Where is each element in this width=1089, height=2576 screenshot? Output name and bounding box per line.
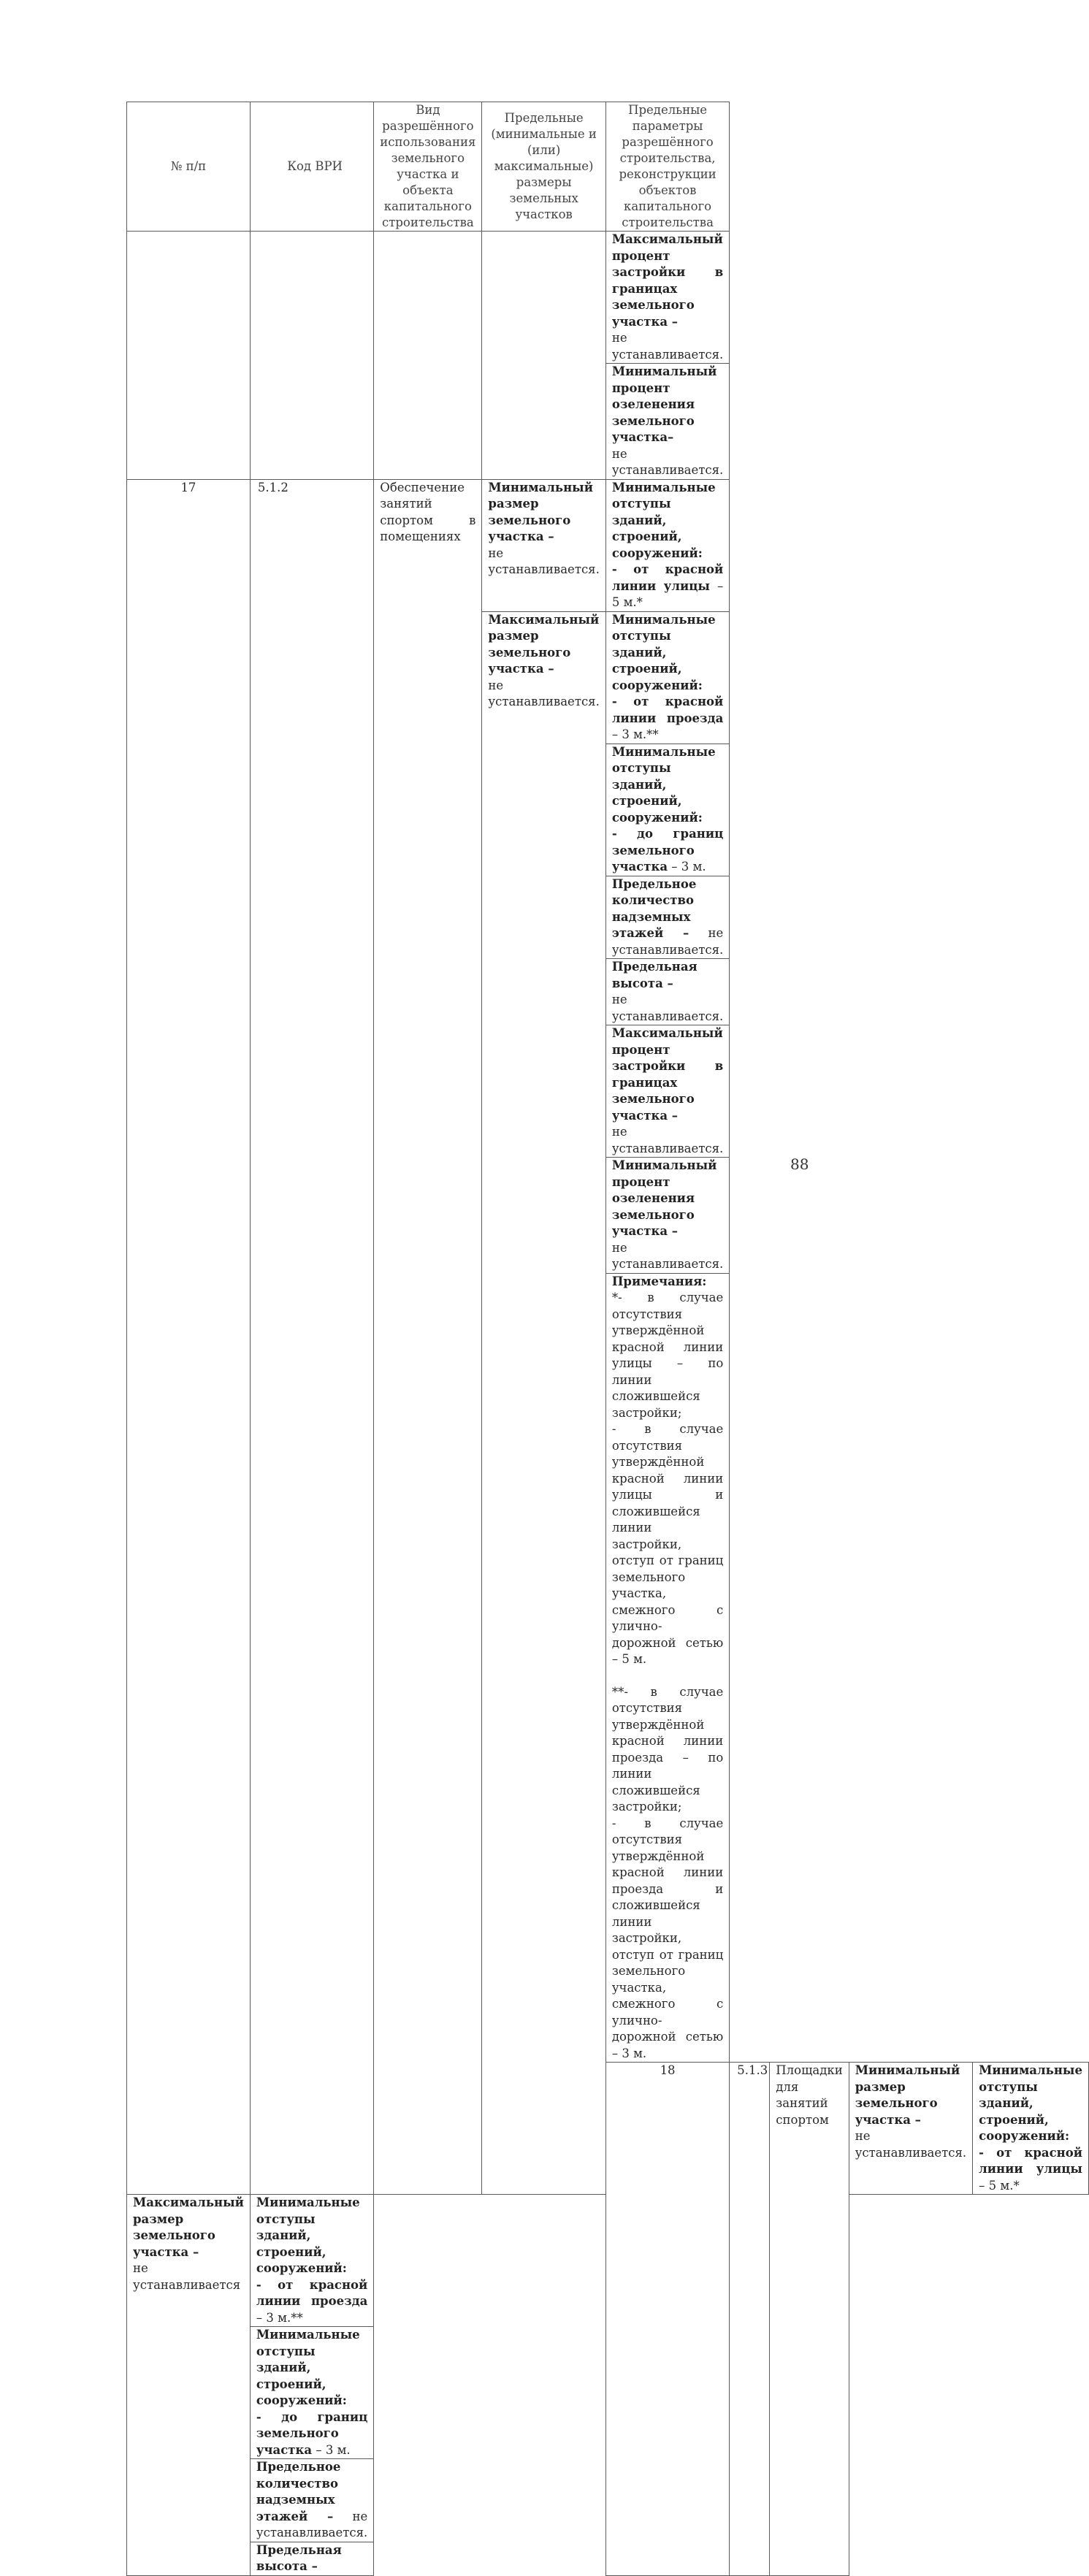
- param-floors: Предельное количество надземных этажей – не устанавливается.: [250, 2459, 373, 2542]
- table-row-17: [127, 479, 1089, 611]
- param-min-green: Минимальный процент озеленения земельного участка – не устанавливается.: [605, 1158, 729, 1274]
- param-offset-passage: Минимальные отступы зданий, строений, сооружений: - от красной линии проезда – 3 м.**: [250, 2195, 373, 2327]
- row-code: 5.1.3: [730, 2063, 770, 2576]
- row-kind: Площадки для занятий спортом: [770, 2063, 849, 2576]
- header-num: № п/п: [127, 102, 251, 232]
- param-max-percent: Максимальный процент застройки в границах земельного участка – не устанавливается.: [605, 232, 729, 364]
- param-offset-street: Минимальные отступы зданий, строений, сооружений: - от красной линии улицы – 5 м.*: [973, 2063, 1089, 2195]
- param-offset-passage: Минимальные отступы зданий, строений, сооружений: - от красной линии проезда – 3 м.**: [605, 611, 729, 744]
- param-max-percent: Максимальный процент застройки в границах земельного участка – не устанавливается.: [605, 1025, 729, 1158]
- min-size: Минимальный размер земельного участка – не устанавливается.: [482, 479, 605, 611]
- header-params: Предельные параметры разрешённого строительства, реконструкции объектов капитального строительства: [605, 102, 729, 232]
- param-offset-street: Минимальные отступы зданий, строений, сооружений: - от красной линии улицы – 5 м.*: [605, 479, 729, 611]
- row-code: 5.1.2: [250, 479, 373, 2195]
- header-sizes: Предельные (минимальные и (или) максимальные) размеры земельных участков: [482, 102, 605, 232]
- param-min-green: Минимальный процент озеленения земельного участка– не устанавливается.: [605, 364, 729, 480]
- header-kind: Вид разрешённого использования земельного участка и объекта капитального строительства: [374, 102, 482, 232]
- table-row: [127, 232, 1089, 364]
- max-size: Максимальный размер земельного участка – не устанавливается.: [482, 611, 605, 2195]
- param-offset-boundary: Минимальные отступы зданий, строений, сооружений: - до границ земельного участка – 3 м.: [250, 2327, 373, 2459]
- param-floors: Предельное количество надземных этажей – не устанавливается.: [605, 876, 729, 959]
- table-header: [127, 102, 1089, 232]
- row-num: 18: [605, 2063, 729, 2576]
- param-offset-boundary: Минимальные отступы зданий, строений, сооружений: - до границ земельного участка – 3 м.: [605, 744, 729, 876]
- page-number: 88: [790, 1155, 809, 1173]
- regulations-table: [126, 102, 1089, 2576]
- notes: Примечания: *- в случае отсутствия утверждённой красной линии улицы – по линии сложившейся застройки; - в случае отсутствия утверждённой красной линии улицы и сложившейся линии застройки, отступ от границ земельного участка, смежного с улично-дорожной сетью – 5 м. **- в случае отсутствия утверждённой красной линии проезда – по линии сложившейся застройки; - в случае отсутствия утверждённой красной линии проезда и сложившейся линии застройки, отступ от границ земельного участка, смежного с улично-дорожной сетью – 3 м.: [605, 1273, 729, 2063]
- row-kind: Обеспечение занятий спортом в помещениях: [374, 479, 482, 2195]
- row-num: 17: [127, 479, 251, 2195]
- param-height: Предельная высота –: [250, 2542, 373, 2575]
- param-height: Предельная высота – не устанавливается.: [605, 959, 729, 1025]
- max-size: Максимальный размер земельного участка – не устанавливается: [127, 2195, 251, 2576]
- header-code: Код ВРИ: [250, 102, 373, 232]
- min-size: Минимальный размер земельного участка – не устанавливается.: [849, 2063, 972, 2195]
